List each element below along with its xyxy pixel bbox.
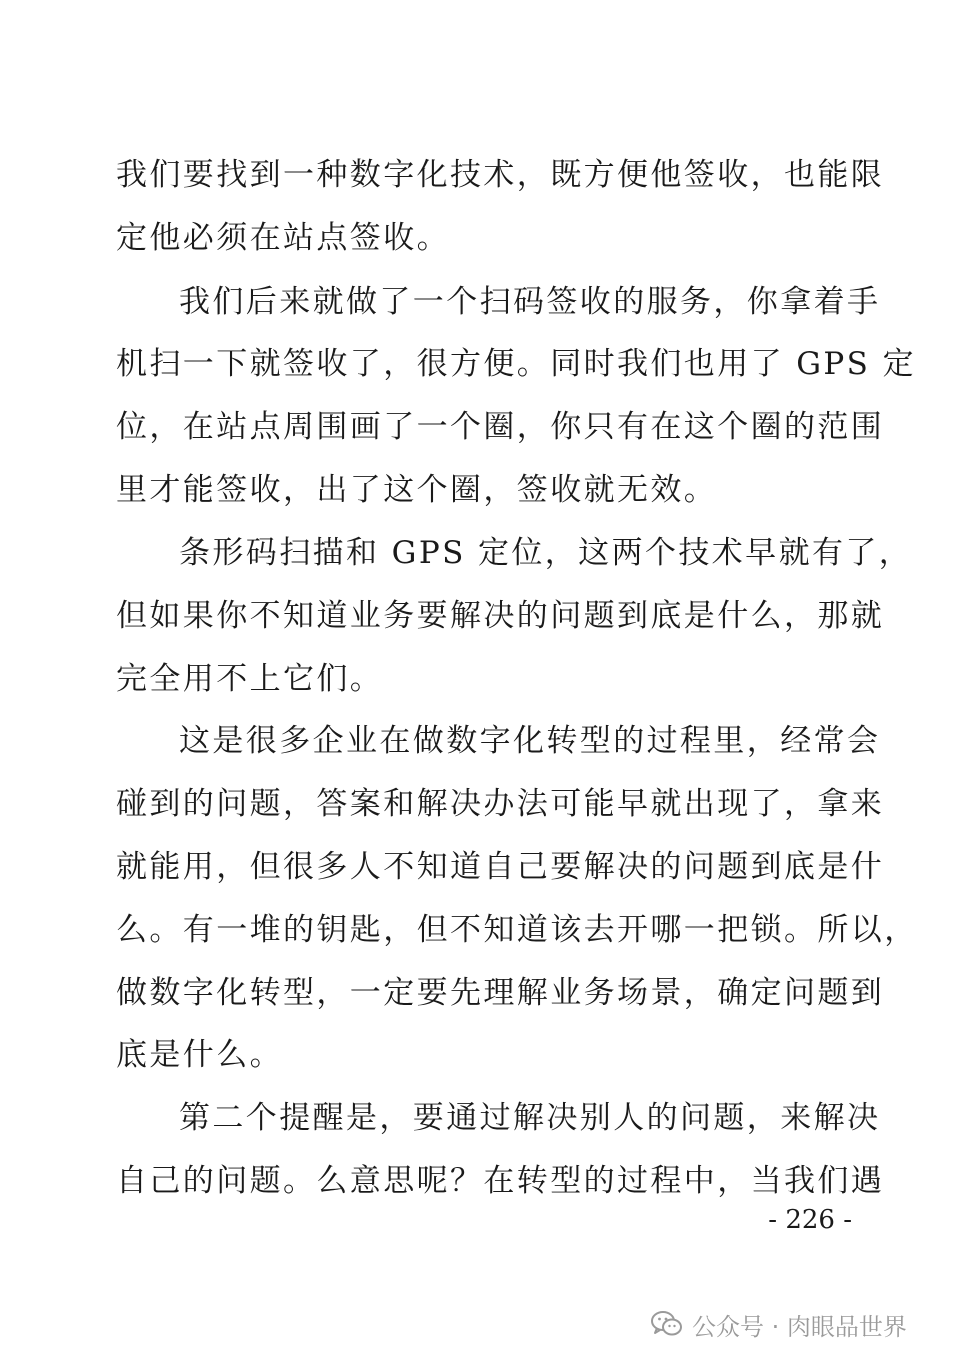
paragraph-first-line: 这是很多企业在做数字化转型的过程里，经常会 xyxy=(179,723,881,759)
text-line: 定他必须在站点签收。 xyxy=(116,220,450,256)
wechat-official-account-icon xyxy=(650,1309,684,1339)
paragraph-first-line: 我们后来就做了一个扫码签收的服务，你拿着手 xyxy=(179,284,881,320)
text-line: 我们要找到一种数字化技术，既方便他签收，也能限 xyxy=(116,157,885,193)
text-line: 么。有一堆的钥匙，但不知道该去开哪一把锁。所以， xyxy=(116,912,918,948)
text-line: 位，在站点周围画了一个圈，你只有在这个圈的范围 xyxy=(116,409,885,445)
watermark-text: 公众号 · 肉眼品世界 xyxy=(692,1312,907,1341)
paragraph-first-line: 第二个提醒是，要通过解决别人的问题，来解决 xyxy=(179,1100,881,1136)
text-line: 机扫一下就签收了，很方便。同时我们也用了 GPS 定 xyxy=(116,346,916,382)
text-line: 完全用不上它们。 xyxy=(116,661,384,697)
text-line: 自己的问题。么意思呢？在转型的过程中，当我们遇 xyxy=(116,1163,885,1199)
watermark xyxy=(650,1302,907,1346)
text-line: 就能用，但很多人不知道自己要解决的问题到底是什 xyxy=(116,849,885,885)
text-line: 但如果你不知道业务要解决的问题到底是什么，那就 xyxy=(116,598,885,634)
paragraph-first-line: 条形码扫描和 GPS 定位，这两个技术早就有了， xyxy=(179,535,913,571)
page-number: - 226 - xyxy=(768,1205,852,1235)
text-line: 碰到的问题，答案和解决办法可能早就出现了，拿来 xyxy=(116,786,885,822)
text-line: 底是什么。 xyxy=(116,1037,283,1073)
text-line: 里才能签收，出了这个圈，签收就无效。 xyxy=(116,472,718,508)
text-line: 做数字化转型，一定要先理解业务场景，确定问题到 xyxy=(116,975,885,1011)
